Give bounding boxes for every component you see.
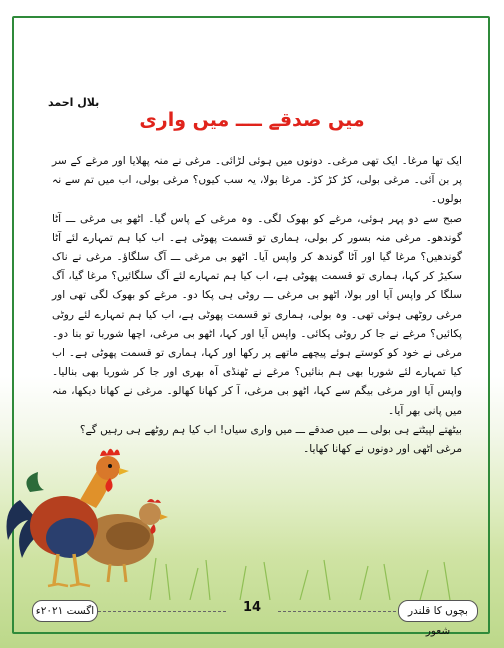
issue-date: اگست ۲۰۲۱ء <box>32 600 98 622</box>
paragraph: صبح سے دو پہر ہوئی، مرغے کو بھوک لگی۔ وہ مرغی کے پاس گیا۔ اٹھو بی مرغی ـــ آٹا گوندھو۔ مرغی منہ بسور کر بولی، ہماری تو قسمت پھوٹی ہے۔ اب کیا ہم تمہارے لئے آٹا گوندھیں؟ مرغا گیا اور آٹا گوندھ کر واپس آیا۔ اٹھو بی مرغی ـــ آگ سلگاؤ۔ مرغی نے ناک سکیڑ کر کہا، ہماری تو قسمت پھوٹی ہے، اب کیا ہم تمہارے لئے آگ سلگائیں؟ مرغا گیا، آگ سلگا کر واپس آیا اور بولا، اٹھو بی مرغی ـــ روٹی ہی پکا دو۔ مرغے کو بھوک لگی تھی اور مرغی روٹھی ہوئی تھی۔ وہ بولی، ہماری تو قسمت پھوٹی ہے، اب کیا ہم تمہارے لئے روٹی پکائیں؟ مرغے نے جا کر روٹی پکائی۔ واپس آیا اور کہا، اٹھو بی مرغی، اچھا شوربا تو بنا دو۔ مرغی نے خود کو کوستے ہوئے پیچھے ماتھے پر رکھا اور کہا، ہماری تو قسمت پھوٹی ہے۔ اب کیا تمہارے لئے شوربا بھی ہم بنائیں؟ مرغے نے ٹھنڈی آہ بھری اور جا کر شوربا بھی بنالیا۔ واپس آیا اور مرغی بیگم سے کہا، اٹھو بی مرغی، آ کر کھانا کھالو۔ مرغی نے کھانا دیکھا، منہ میں پانی بھر آیا۔ <box>52 212 462 417</box>
story-title: میں صدقے ــــ میں واری <box>139 109 365 131</box>
page-number: 14 <box>242 600 262 615</box>
author-name: بلال احمد <box>48 96 100 109</box>
magazine-name: بچوں کا قلندر شعور <box>398 600 478 622</box>
paragraph: بیٹھتے لپیٹتے ہی بولی ـــ میں صدقے ـــ میں واری سیاں! اب کیا ہم روٹھے ہی رہیں گے؟ <box>79 423 462 436</box>
grass-background <box>150 558 450 600</box>
roosters-illustration <box>0 440 504 600</box>
story-body <box>52 152 462 459</box>
hen <box>82 499 168 582</box>
footer-divider <box>98 611 226 612</box>
footer-divider <box>278 611 396 612</box>
paragraph: ایک تھا مرغا۔ ایک تھی مرغی۔ دونوں میں ہوئی لڑائی۔ مرغی نے منہ پھلایا اور مرغے کے سر پر بن آئی۔ مرغی بولی، کڑ کڑ کڑ۔ مرغا بولا، یہ سب کیوں؟ مرغی بولی، اب میں تم سے نہ بولوں۔ <box>52 155 462 206</box>
paragraph: مرغی اٹھی اور دونوں نے کھانا کھایا۔ <box>303 443 462 456</box>
